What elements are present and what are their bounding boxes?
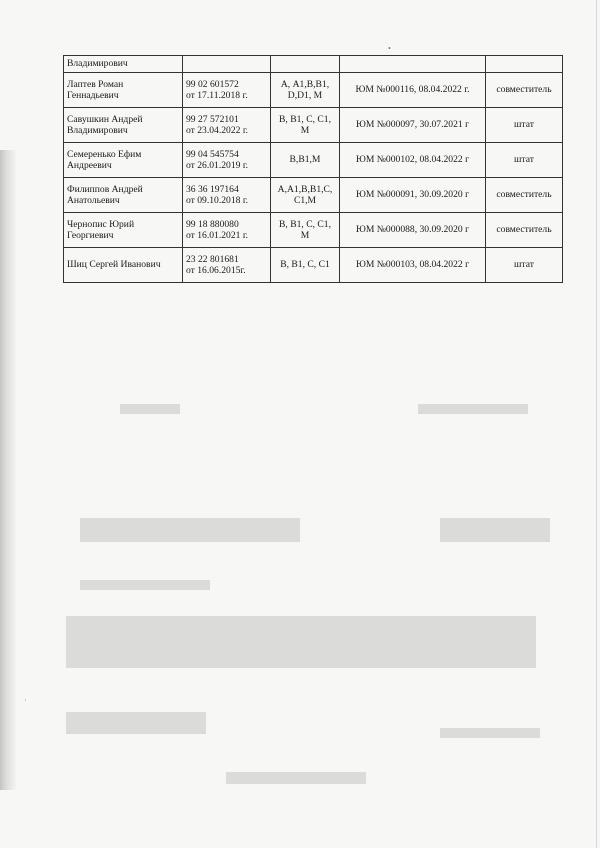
passport-number: 99 02 601572 — [186, 78, 239, 90]
categories-line: D,D1, М — [287, 90, 323, 101]
driver-name-line: Чернопис Юрий — [67, 218, 135, 230]
categories-line: В,В1,М — [289, 154, 321, 166]
categories-line: С1,М — [293, 195, 317, 206]
passport-cell — [183, 143, 271, 178]
passport-cell — [183, 248, 271, 283]
table-row — [64, 108, 563, 143]
passport-number: 23 22 801681 — [186, 253, 239, 265]
passport-number: 99 18 880080 — [186, 218, 239, 230]
employment-status-cell: совместитель — [486, 73, 563, 108]
driver-name-line: Георгиевич — [67, 230, 114, 241]
bleed-through-mark — [440, 518, 550, 542]
passport-date: от 16.06.2015г. — [186, 265, 246, 276]
scan-shadow — [0, 150, 16, 790]
categories-line: А,А1,В,В1,С, — [277, 183, 333, 195]
license-categories-cell — [271, 213, 340, 248]
bleed-through-mark — [440, 728, 540, 738]
bleed-through-mark — [66, 712, 206, 734]
passport-cell — [183, 213, 271, 248]
driver-name-line: Анатольевич — [67, 195, 120, 206]
passport-number: 99 27 572101 — [186, 113, 239, 125]
categories-line: М — [300, 125, 310, 136]
scan-speck: • — [388, 44, 391, 53]
certificate-cell: ЮМ №000103, 08.04.2022 г — [340, 248, 486, 283]
driver-name-cell — [64, 108, 183, 143]
driver-name-cell — [64, 143, 183, 178]
empty-cell — [340, 56, 486, 73]
certificate-cell: ЮМ №000102, 08.04.2022 г — [340, 143, 486, 178]
table-row — [64, 73, 563, 108]
categories-line: В, В1, С, С1, — [279, 113, 331, 125]
passport-date: от 09.10.2018 г. — [186, 195, 249, 206]
empty-cell — [486, 56, 563, 73]
driver-name-line: Семеренько Ефим — [67, 148, 142, 160]
license-categories-cell — [271, 248, 340, 283]
driver-name-cell — [64, 178, 183, 213]
license-categories-cell — [271, 108, 340, 143]
categories-line: А, А1,В,В1, — [280, 78, 330, 90]
passport-cell — [183, 178, 271, 213]
page-edge — [596, 0, 597, 848]
passport-number: 36 36 197164 — [186, 183, 239, 195]
categories-line: В, В1, С, С1 — [280, 259, 330, 271]
certificate-cell: ЮМ №000088, 30.09.2020 г — [340, 213, 486, 248]
scan-speck: · — [24, 696, 27, 705]
driver-name-line: Андреевич — [67, 160, 112, 171]
driver-name-cell — [64, 248, 183, 283]
license-categories-cell — [271, 73, 340, 108]
employment-status-cell: штат — [486, 143, 563, 178]
license-categories-cell — [271, 143, 340, 178]
passport-date: от 26.01.2019 г. — [186, 160, 249, 171]
driver-name-cell — [64, 56, 183, 73]
passport-date: от 16.01.2021 г. — [186, 230, 249, 241]
passport-date: от 23.04.2022 г. — [186, 125, 249, 136]
driver-name-line: Савушкин Андрей — [67, 113, 143, 125]
categories-line: В, В1, С, С1, — [279, 218, 331, 230]
driver-name-cell — [64, 73, 183, 108]
driver-name-cell — [64, 213, 183, 248]
driver-name-line: Лаптев Роман — [67, 78, 124, 90]
employment-status-cell: штат — [486, 108, 563, 143]
passport-cell — [183, 73, 271, 108]
passport-cell — [183, 108, 271, 143]
driver-name-line: Геннадьевич — [67, 90, 119, 101]
driver-name-line: Шиц Сергей Иванович — [67, 259, 161, 271]
table-row — [64, 143, 563, 178]
table-row — [64, 178, 563, 213]
bleed-through-mark — [226, 772, 366, 784]
certificate-cell: ЮМ №000097, 30.07.2021 г — [340, 108, 486, 143]
driver-name: Владимирович — [67, 58, 128, 70]
passport-date: от 17.11.2018 г. — [186, 90, 248, 101]
empty-cell — [183, 56, 271, 73]
license-categories-cell — [271, 178, 340, 213]
categories-line: М — [300, 230, 310, 241]
employment-status-cell: штат — [486, 248, 563, 283]
bleed-through-mark — [418, 404, 528, 414]
certificate-cell: ЮМ №000091, 30.09.2020 г — [340, 178, 486, 213]
table-row — [64, 56, 563, 73]
certificate-cell: ЮМ №000116, 08.04.2022 г. — [340, 73, 486, 108]
employment-status-cell: совместитель — [486, 213, 563, 248]
bleed-through-mark — [120, 404, 180, 414]
drivers-table — [63, 55, 563, 283]
bleed-through-mark — [66, 616, 536, 668]
driver-name-line: Владимирович — [67, 125, 128, 136]
bleed-through-mark — [80, 580, 210, 590]
bleed-through-mark — [80, 518, 300, 542]
driver-name-line: Филиппов Андрей — [67, 183, 143, 195]
table-row — [64, 213, 563, 248]
employment-status-cell: совместитель — [486, 178, 563, 213]
table-row — [64, 248, 563, 283]
passport-number: 99 04 545754 — [186, 148, 239, 160]
empty-cell — [271, 56, 340, 73]
